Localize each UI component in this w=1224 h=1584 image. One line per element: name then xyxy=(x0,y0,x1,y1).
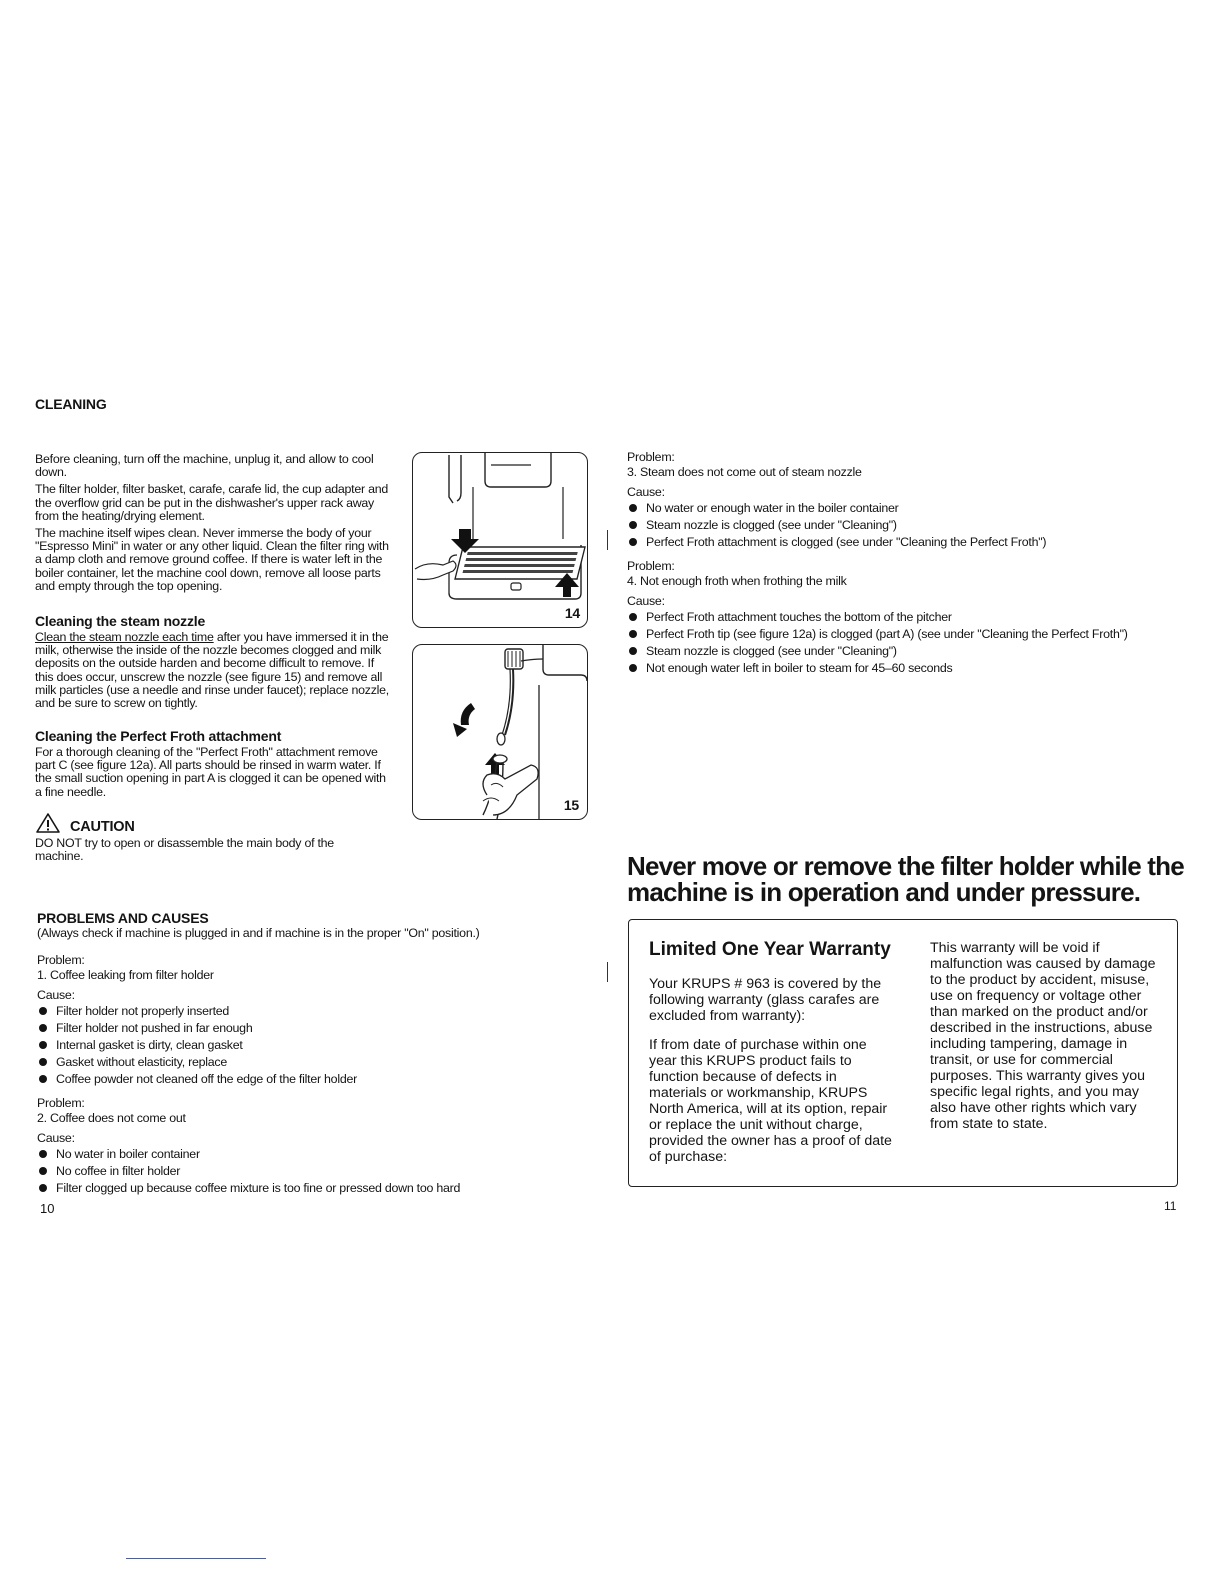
problems-note: (Always check if machine is plugged in and if machine is in the proper "On" position.) xyxy=(37,926,480,940)
list-item: Perfect Froth attachment is clogged (see under "Cleaning the Perfect Froth") xyxy=(627,534,1197,551)
scan-mark xyxy=(607,530,608,550)
problem-3-cause-label: Cause: xyxy=(627,485,665,499)
list-item: Internal gasket is dirty, clean gasket xyxy=(37,1037,577,1054)
list-item: Steam nozzle is clogged (see under "Cleaning") xyxy=(627,643,1197,660)
filter-holder-warning xyxy=(627,853,1197,905)
problem-3-block xyxy=(627,450,1197,551)
scan-mark xyxy=(607,962,608,982)
problem-2-label: Problem: xyxy=(37,1096,85,1110)
list-item: Coffee powder not cleaned off the edge of the filter holder xyxy=(37,1071,577,1088)
warranty-box xyxy=(628,919,1178,1187)
caution-text: DO NOT try to open or disassemble the main body of the machine. xyxy=(35,836,334,864)
page-number-left: 10 xyxy=(40,1201,55,1216)
intro-paragraph-2: The filter holder, filter basket, carafe, carafe lid, the cup adapter and the overflow grid can be put in the dishwasher's upper rack away from the heating/drying element. xyxy=(35,482,388,523)
warranty-paragraph-3: This warranty will be void if malfunction was caused by damage to the product by accident, misuse, use on frequency or voltage other than marked on the product and/or described in the instructions, abuse including tampering, damage in transit, or use for commercial purposes. This warranty gives you specific legal rights, and you may also have other rights which vary from state to state. xyxy=(930,940,1156,1132)
list-item: Perfect Froth attachment touches the bottom of the pitcher xyxy=(627,609,1197,626)
problem-2-block xyxy=(37,1096,577,1197)
list-item: Filter clogged up because coffee mixture is too fine or pressed down too hard xyxy=(37,1180,577,1197)
problem-1-block xyxy=(37,953,577,1088)
problem-1-causes xyxy=(37,1003,577,1088)
problems-heading: PROBLEMS AND CAUSES xyxy=(37,910,209,926)
nozzle-paragraph xyxy=(35,631,390,710)
intro-paragraph-1: Before cleaning, turn off the machine, unplug it, and allow to cool down. xyxy=(35,452,374,480)
problem-1-text: 1. Coffee leaking from filter holder xyxy=(37,968,214,982)
intro-paragraph-3: The machine itself wipes clean. Never immerse the body of your "Espresso Mini" in water or any other liquid. Clean the filter ring with a damp cloth and remove ground coffee. If there is water left in the boiler container, let the machine cool down, remove all loose parts and empty through the top opening. xyxy=(35,526,389,593)
problem-4-block xyxy=(627,559,1197,677)
list-item: Filter holder not properly inserted xyxy=(37,1003,577,1020)
problem-3-causes xyxy=(627,500,1197,551)
froth-paragraph: For a thorough cleaning of the "Perfect Froth" attachment remove part C (see figure 12a). All parts should be rinsed in warm water. If the small suction opening in part A is clogged it can be opened with a fine needle. xyxy=(35,745,386,799)
problem-4-label: Problem: xyxy=(627,559,675,573)
problem-1-cause-label: Cause: xyxy=(37,988,75,1002)
nozzle-heading: Cleaning the steam nozzle xyxy=(35,613,206,629)
figure-15-number: 15 xyxy=(563,797,579,813)
figure-15 xyxy=(412,644,588,820)
list-item: No water in boiler container xyxy=(37,1146,577,1163)
list-item: Gasket without elasticity, replace xyxy=(37,1054,577,1071)
nozzle-text: after you have immersed it in the milk, otherwise the inside of the nozzle becomes clogged and milk deposits on the outside harden and become difficult to remove. If this does occur, unscrew the nozzle (see figure 15) and remove all milk particles (use a needle and rinse under faucet); replace nozzle, and be sure to screw on tightly. xyxy=(35,630,389,711)
page-number-right: 11 xyxy=(1164,1199,1177,1213)
list-item: No water or enough water in the boiler container xyxy=(627,500,1197,517)
problem-1-label: Problem: xyxy=(37,953,85,967)
nozzle-underlined-text: Clean the steam nozzle each time xyxy=(35,630,214,644)
list-item: No coffee in filter holder xyxy=(37,1163,577,1180)
list-item: Perfect Froth tip (see figure 12a) is clogged (part A) (see under "Cleaning the Perfect Froth") xyxy=(627,626,1197,643)
problem-2-causes xyxy=(37,1146,577,1197)
problem-4-causes xyxy=(627,609,1197,677)
problem-3-text: 3. Steam does not come out of steam nozzle xyxy=(627,465,862,479)
problem-3-label: Problem: xyxy=(627,450,675,464)
list-item: Not enough water left in boiler to steam for 45–60 seconds xyxy=(627,660,1197,677)
warning-line-2: machine is in operation and under pressure. xyxy=(627,877,1141,907)
figure-14-illustration xyxy=(413,453,587,627)
figure-15-illustration xyxy=(413,645,587,819)
problem-4-text: 4. Not enough froth when frothing the milk xyxy=(627,574,847,588)
cleaning-intro xyxy=(35,453,395,597)
warning-triangle-icon xyxy=(35,812,65,836)
problem-2-cause-label: Cause: xyxy=(37,1131,75,1145)
list-item: Filter holder not pushed in far enough xyxy=(37,1020,577,1037)
problem-2-text: 2. Coffee does not come out xyxy=(37,1111,186,1125)
problem-4-cause-label: Cause: xyxy=(627,594,665,608)
scan-line xyxy=(126,1558,266,1559)
figure-14-number: 14 xyxy=(564,605,580,621)
warranty-paragraph-1: Your KRUPS # 963 is covered by the following warranty (glass carafes are excluded from warranty): xyxy=(649,976,882,1024)
warranty-paragraph-2: If from date of purchase within one year this KRUPS product fails to function because of defects in materials or workmanship, KRUPS North America, will at its option, repair or replace the unit without charge, provided the owner has a proof of date of purchase: xyxy=(649,1037,892,1165)
warning-line-1: Never move or remove the filter holder while the xyxy=(627,851,1184,881)
figure-14 xyxy=(412,452,588,628)
froth-heading: Cleaning the Perfect Froth attachment xyxy=(35,728,282,744)
caution-heading: CAUTION xyxy=(70,819,135,835)
list-item: Steam nozzle is clogged (see under "Cleaning") xyxy=(627,517,1197,534)
warranty-title: Limited One Year Warranty xyxy=(649,939,891,960)
cleaning-heading: CLEANING xyxy=(35,396,107,412)
